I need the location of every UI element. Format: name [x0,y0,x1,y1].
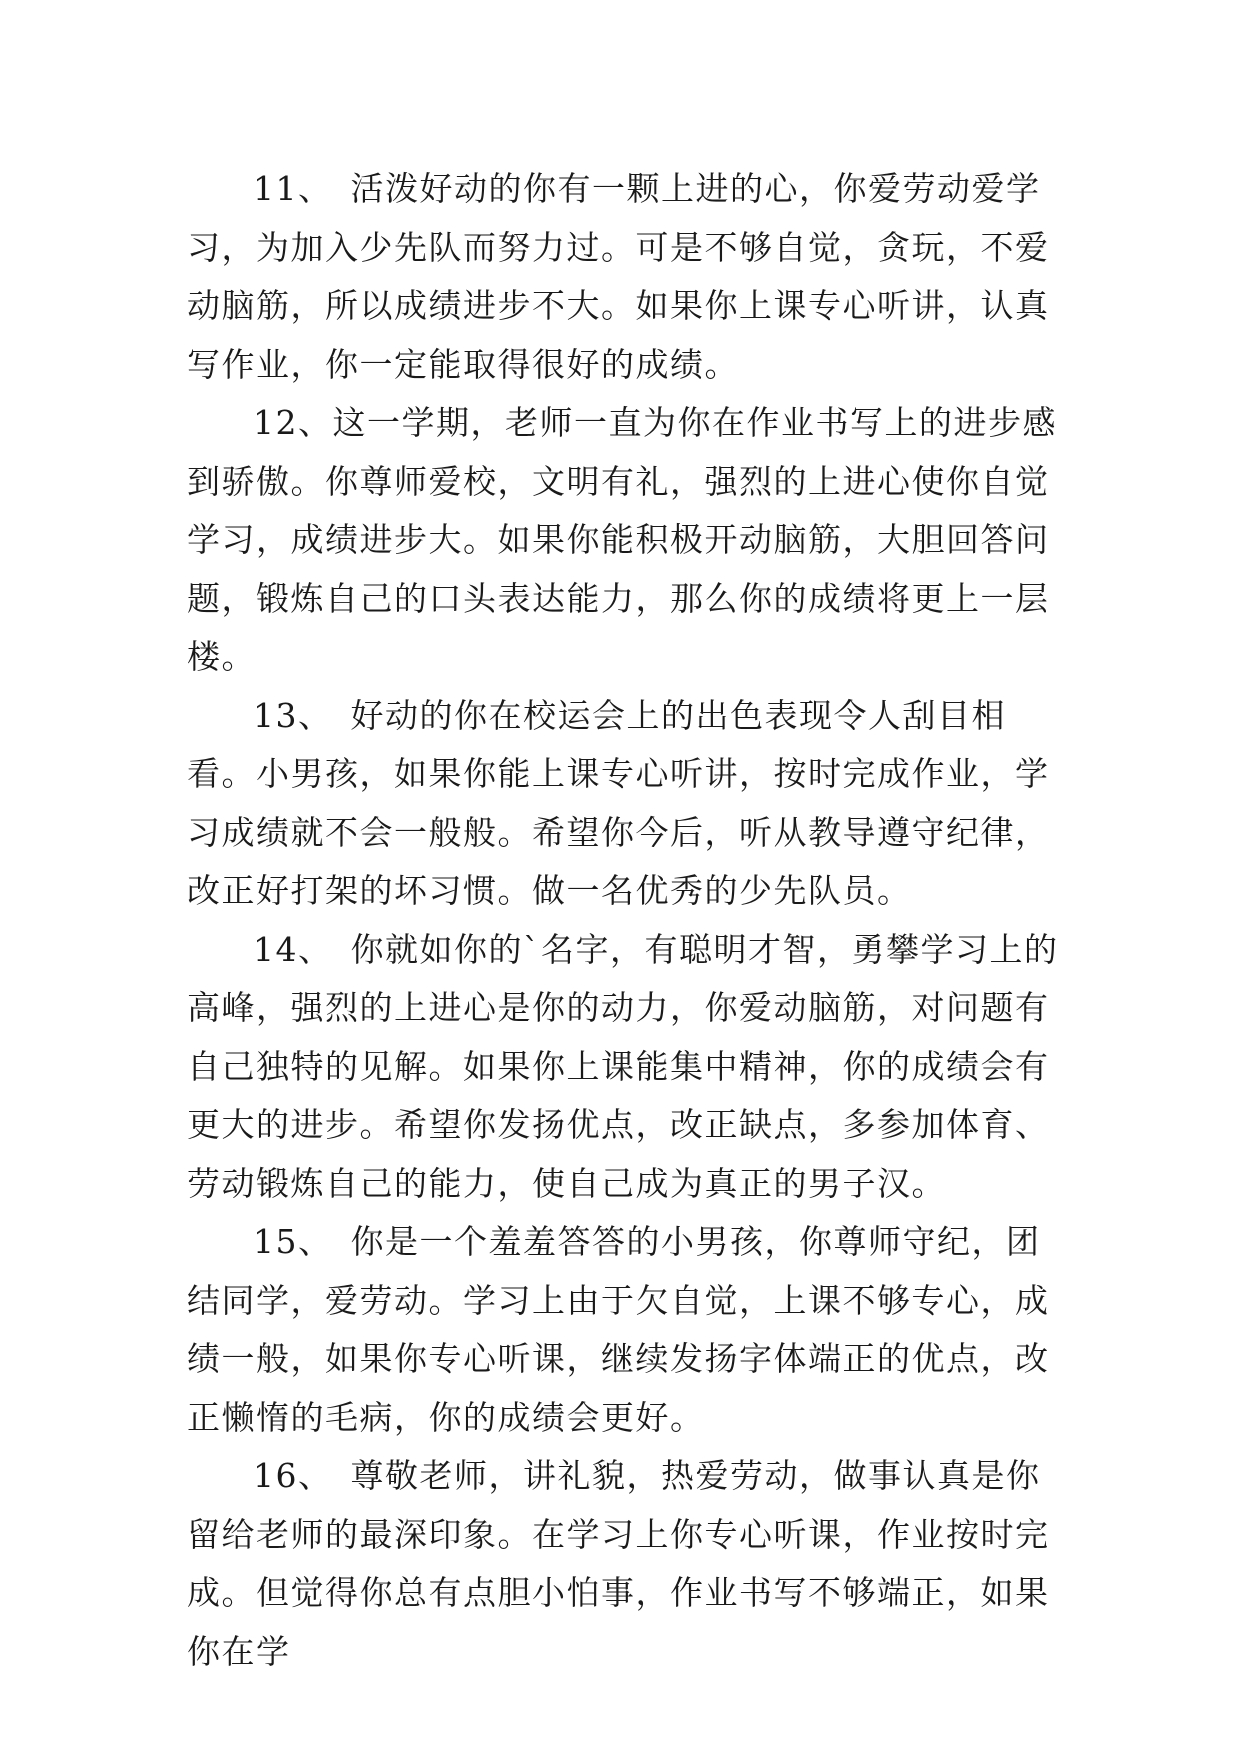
paragraph-text: 尊敬老师，讲礼貌，热爱劳动，做事认真是你留给老师的最深印象。在学习上你专心听课，作业按时完成。但觉得你总有点胆小怕事，作业书写不够端正，如果你在学 [187,1456,1050,1671]
document-body [187,160,1067,1681]
paragraph-text: 好动的你在校运会上的出色表现令人刮目相看。小男孩，如果你能上课专心听讲，按时完成作业，学习成绩就不会一般般。希望你今后，听从教导遵守纪律，改正好打架的坏习惯。做一名优秀的少先队员。 [187,695,1050,910]
paragraph-13 [187,687,1067,921]
paragraph-number: 16、 [253,1456,333,1495]
paragraph-text: 你就如你的`名字，有聪明才智，勇攀学习上的高峰，强烈的上进心是你的动力，你爱动脑筋，对问题有自己独特的见解。如果你上课能集中精神，你的成绩会有更大的进步。希望你发扬优点，改正缺点，多参加体育、劳动锻炼自己的能力，使自己成为真正的男子汉。 [187,929,1059,1203]
paragraph-number: 15、 [253,1222,333,1261]
paragraph-text: 这一学期，老师一直为你在作业书写上的进步感到骄傲。你尊师爱校，文明有礼，强烈的上进心使你自觉学习，成绩进步大。如果你能积极开动脑筋，大胆回答问题，锻炼自己的口头表达能力，那么你的成绩将更上一层楼。 [187,403,1057,676]
paragraph-number: 14、 [253,929,333,969]
paragraph-16 [187,1447,1067,1681]
paragraph-12 [187,394,1067,687]
paragraph-number: 13、 [253,695,333,735]
paragraph-number: 11、 [253,169,333,208]
paragraph-text: 你是一个羞羞答答的小男孩，你尊师守纪，团结同学，爱劳动。学习上由于欠自觉，上课不够专心，成绩一般，如果你专心听课，继续发扬字体端正的优点，改正懒惰的毛病，你的成绩会更好。 [187,1222,1050,1437]
paragraph-11 [187,160,1067,394]
paragraph-number: 12、 [253,403,333,442]
paragraph-15 [187,1213,1067,1447]
paragraph-text: 活泼好动的你有一颗上进的心，你爱劳动爱学习，为加入少先队而努力过。可是不够自觉，贪玩，不爱动脑筋，所以成绩进步不大。如果你上课专心听讲，认真写作业，你一定能取得很好的成绩。 [187,169,1050,384]
paragraph-14 [187,921,1067,1214]
